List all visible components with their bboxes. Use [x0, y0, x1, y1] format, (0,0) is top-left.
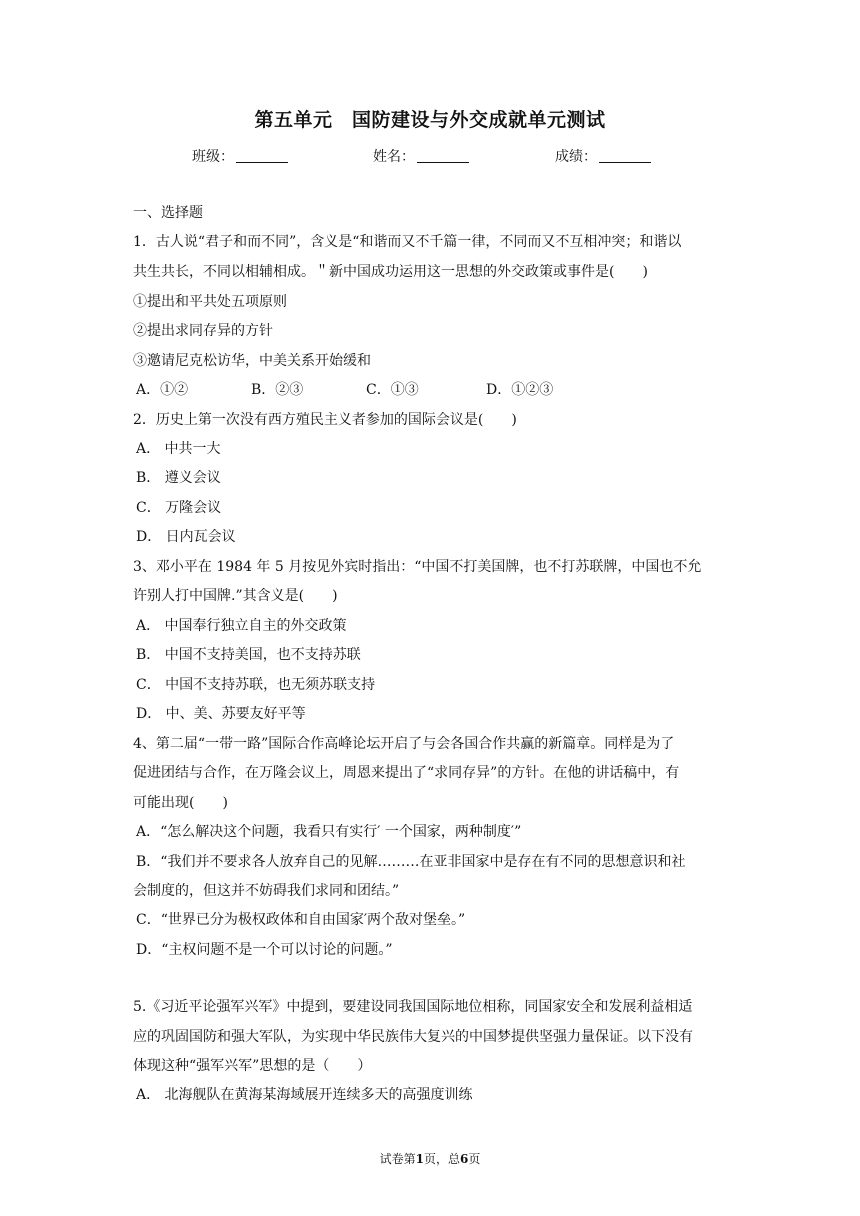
q4-stem-line3: 可能出现( ): [133, 795, 228, 811]
q4-option-a: A．“怎么解决这个问题，我看只有实行′ 一个国家，两种制度′”: [136, 824, 522, 840]
q5-stem-line1: 5.《习近平论强军兴军》中提到，要建设同我国国际地位相称，同国家安全和发展利益相适: [133, 999, 693, 1015]
q2-option-a: A． 中共一大: [136, 441, 221, 457]
q4-option-c: C．“世界已分为极权政体和自由国家′两个敌对堡垒。”: [136, 912, 466, 928]
q1-stem-line2: 共生共长，不同以相辅相成。＂新中国成功运用这一思想的外交政策或事件是( ): [133, 264, 648, 280]
q4-stem-line2: 促进团结与合作，在万隆会议上，周恩来提出了“求同存异”的方针。在他的讲话稿中，有: [133, 765, 680, 781]
footer-page-number: 1: [415, 1152, 424, 1166]
class-label: 班级：: [192, 149, 234, 165]
q5-stem-line3: 体现这种“强军兴军”思想的是（ ）: [133, 1058, 372, 1074]
section-heading: 一、选择题: [133, 205, 203, 221]
q3-option-d: D． 中、美、苏要友好平等: [136, 706, 306, 722]
page-title: 第五单元 国防建设与外交成就单元测试: [254, 109, 606, 131]
score-label: 成绩：: [555, 149, 597, 165]
q3-option-a: A． 中国奉行独立自主的外交政策: [136, 618, 347, 634]
q1-option-b: B．②③: [251, 382, 304, 398]
name-label: 姓名：: [373, 149, 415, 165]
q2-option-b: B． 遵义会议: [136, 470, 221, 486]
q5-stem-line2: 应的巩固国防和强大军队，为实现中华民族伟大复兴的中国梦提供坚强力量保证。以下没有: [133, 1029, 693, 1045]
q3-option-b: B． 中国不支持美国，也不支持苏联: [136, 647, 361, 663]
q1-item-1: ①提出和平共处五项原则: [133, 294, 287, 310]
name-blank: [417, 148, 469, 163]
q1-item-2: ②提出求同存异的方针: [133, 323, 273, 339]
q4-option-b-line1: B．“我们并不要求各人放弃自己的见解………在亚非国家中是存在有不同的思想意识和社: [136, 854, 686, 870]
page-footer: [0, 1150, 860, 1167]
footer-prefix: 试卷第: [379, 1152, 416, 1166]
footer-middle: 页，总: [423, 1152, 460, 1166]
q5-option-a: A． 北海舰队在黄海某海域展开连续多天的高强度训练: [136, 1087, 473, 1103]
q1-item-3: ③邀请尼克松访华，中美关系开始缓和: [133, 353, 371, 369]
footer-page-total: 6: [460, 1152, 469, 1166]
footer-suffix: 页: [468, 1152, 481, 1166]
q3-option-c: C． 中国不支持苏联，也无须苏联支持: [136, 677, 376, 693]
q1-option-a: A．①②: [136, 382, 189, 398]
q1-stem-line1: 1．古人说“君子和而不同”，含义是“和谐而又不千篇一律，不同而又不互相冲突；和谐以: [133, 234, 682, 250]
q4-option-d: D．“主权问题不是一个可以讨论的问题。”: [136, 942, 393, 958]
q4-stem-line1: 4、第二届“一带一路”国际合作高峰论坛开启了与会各国合作共赢的新篇章。同样是为了: [133, 736, 675, 752]
name-field: [373, 146, 469, 166]
q3-stem-line1: 3、邓小平在 1984 年 5 月按见外宾时指出：“中国不打美国牌，也不打苏联牌，中国也不允: [133, 559, 702, 575]
q4-option-b-line2: 会制度的，但这并不妨碍我们求同和团结。”: [133, 883, 400, 899]
q1-option-d: D．①②③: [486, 382, 554, 398]
class-blank: [236, 148, 288, 163]
class-field: [192, 146, 288, 166]
q2-option-d: D． 日内瓦会议: [136, 529, 236, 545]
score-field: [555, 146, 651, 166]
q2-stem: 2．历史上第一次没有西方殖民主义者参加的国际会议是( ): [133, 412, 517, 428]
q1-option-c: C．①③: [366, 382, 419, 398]
q2-option-c: C． 万隆会议: [136, 500, 222, 516]
score-blank: [599, 148, 651, 163]
q3-stem-line2: 许别人打中国牌.”其含义是( ): [133, 588, 338, 604]
